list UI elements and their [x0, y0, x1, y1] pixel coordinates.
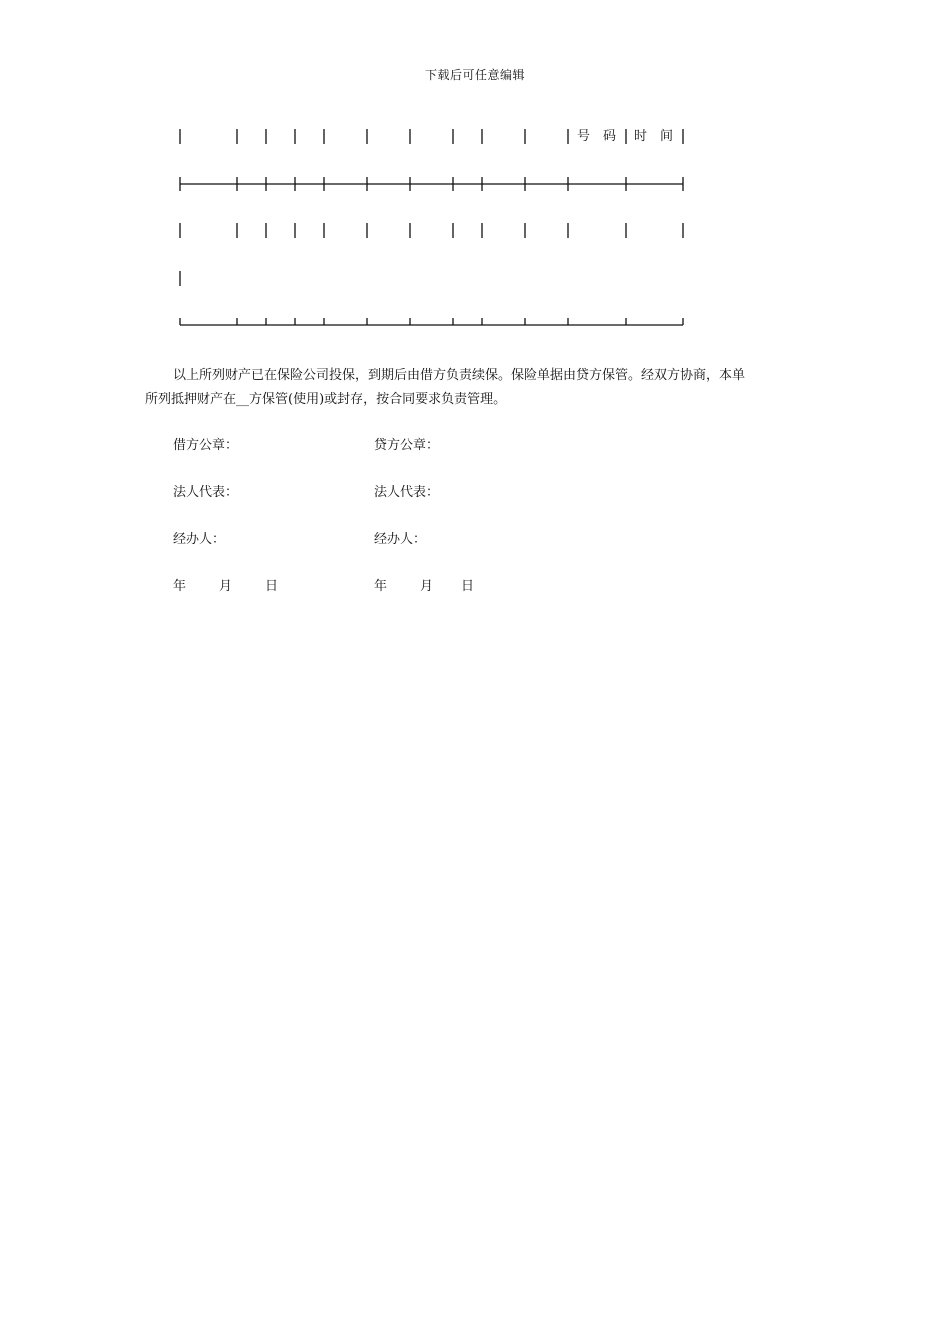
lender-handler-label: 经办人：: [374, 532, 427, 547]
lender-date-year: 年: [374, 579, 388, 594]
borrower-date-day: 日: [265, 579, 279, 594]
borrower-date-year: 年: [173, 579, 187, 594]
header-note: 下载后可任意编辑: [424, 68, 525, 82]
paragraph-line-2: 所列抵押财产在__方保管(使用)或封存，按合同要求负责管理。: [145, 392, 507, 407]
borrower-handler-label: 经办人：: [173, 532, 226, 547]
borrower-seal-label: 借方公章：: [173, 438, 239, 453]
borrower-legal-rep-label: 法人代表：: [173, 485, 239, 500]
lender-date-month: 月: [420, 579, 434, 594]
lender-seal-label: 贷方公章：: [374, 438, 440, 453]
lender-date: [374, 577, 474, 597]
lender-date-day: 日: [461, 579, 475, 594]
table-header-time: 时 间: [633, 129, 673, 144]
body-paragraph: [145, 364, 810, 412]
table-header-number: 号 码: [576, 129, 616, 144]
borrower-date-month: 月: [219, 579, 233, 594]
text-table: [0, 0, 950, 340]
borrower-date: [173, 577, 278, 597]
table-lines: [0, 0, 950, 340]
lender-legal-rep-label: 法人代表：: [374, 485, 440, 500]
paragraph-line-1: 以上所列财产已在保险公司投保，到期后由借方负责续保。保险单据由贷方保管。经双方协商，本单: [173, 368, 746, 383]
